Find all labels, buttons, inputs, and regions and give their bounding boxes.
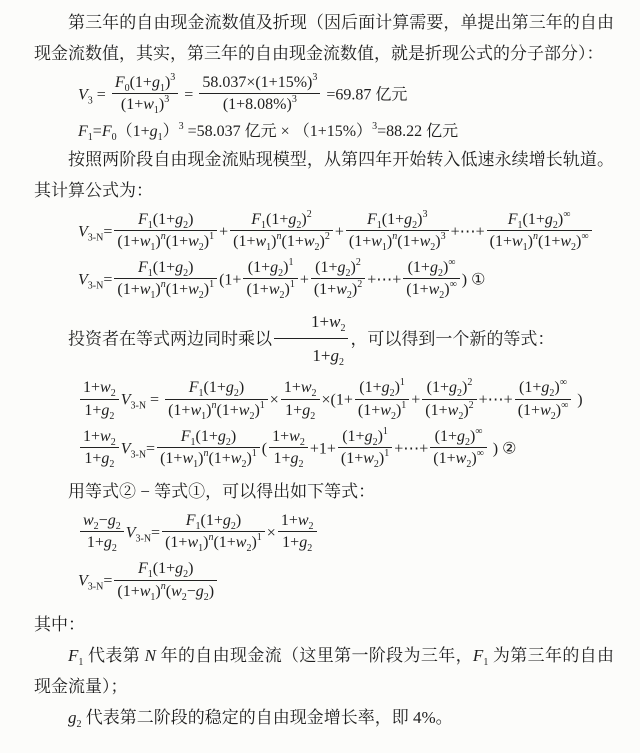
- fraction: $\frac{(1+g_2)^2}{(1+w_2)^2}$: [422, 378, 476, 419]
- fraction: $\frac{1+w_2}{1+g_2}$: [281, 378, 320, 419]
- fraction: $\frac{F_1(1+g_2)}{(1+w_1)^n(1+w_2)^1}$: [114, 210, 217, 251]
- fraction: $\frac{F_0(1+g_1)^3}{(1+w_1)^3}$: [112, 73, 178, 114]
- fraction: $\frac{F_1(1+g_2)}{(1+w_1)^n(1+w_2)^1}$: [162, 511, 265, 552]
- formula-v3-discounted: $V_3$ = $\frac{F_0(1+g_1)^3}{(1+w_1)^3}$ = $\frac{58.037\times(1+15\%)^3}{(1+8.08\%)^3}$ =69.87 亿元: [78, 72, 408, 117]
- fraction: $\frac{1+w_2}{1+g_2}$: [274, 306, 348, 371]
- formula-series-expansion: $V_{3-N}=$ $\frac{F_1(1+g_2)}{(1+w_1)^n(1+w_2)^1}$ + $\frac{F_1(1+g_2)^2}{(1+w_1)^n(1+w_2)^2}$ + $\frac{F_1(1+g_2)^3}{(1+w_1)^n(1+w_2)^3}$ +⋯+ $\frac{F_1(1+g_2)^\infty}{(1+w_1)^n(1+w_2)^\infty}$: [78, 211, 614, 254]
- formula-equation-2: $\frac{1+w_2}{1+g_2}$ $V_{3-N}=$ $\frac{F_1(1+g_2)}{(1+w_1)^n(1+w_2)^1}$ ( $\frac{1+w_2}{1+g_2}$ +1+ $\frac{(1+g_2)^1}{(1+w_2)^1}$ +⋯+ $\frac{(1+g_2)^\infty}{(1+w_2)^\infty}$ ) ②: [78, 428, 614, 471]
- fraction: $\frac{1+w_2}{1+g_2}$: [80, 427, 119, 468]
- paragraph-two-stage-model: 按照两阶段自由现金流贴现模型，从第四年开始转入低速永续增长轨道。其计算公式为：: [34, 149, 614, 200]
- fraction: $\frac{w_2-g_2}{1+g_2}$: [80, 511, 124, 552]
- fraction: $\frac{F_1(1+g_2)}{(1+w_1)^n(1+w_2)^1}$: [157, 427, 260, 468]
- fraction: $\frac{F_1(1+g_2)^\infty}{(1+w_1)^n(1+w_2)^\infty}$: [487, 210, 592, 251]
- fraction: $\frac{58.037\times(1+15\%)^3}{(1+8.08\%)^3}$: [199, 73, 320, 114]
- formula-equation-1: $V_{3-N}=$ $\frac{F_1(1+g_2)}{(1+w_1)^n(1+w_2)^1}$ (1+ $\frac{(1+g_2)^1}{(1+w_2)^1}$ + $\frac{(1+g_2)^2}{(1+w_2)^2}$ +⋯+ $\frac{(1+g_2)^\infty}{(1+w_2)^\infty}$ ) ①: [78, 256, 486, 302]
- fraction: $\frac{(1+g_2)^2}{(1+w_2)^2}$: [311, 258, 365, 299]
- fraction: $\frac{(1+g_2)^1}{(1+w_2)^1}$: [243, 258, 297, 299]
- paragraph-multiply-both-sides: 投资者在等式两边同时乘以 $\frac{1+w_2}{1+g_2}$ ，可以得到一个新的等式：: [34, 307, 614, 374]
- fraction: $\frac{F_1(1+g_2)}{(1+w_1)^n(1+w_2)^1}$: [114, 258, 217, 299]
- formula-difference: $\frac{w_2-g_2}{1+g_2}$ $V_{3-N}=$ $\frac{F_1(1+g_2)}{(1+w_1)^n(1+w_2)^1}$ × $\frac{1+w_2}{1+g_2}$: [78, 512, 614, 555]
- paragraph-subtract-equations: 用等式② − 等式①，可以得出如下等式：: [68, 482, 376, 502]
- note-g2-definition: $g_2$ 代表第二阶段的稳定的自由现金增长率，即 4%。: [68, 707, 453, 730]
- formula-f1-value: $F_1=F_0(1+g_1)^3 =58.037$ 亿元 × $(1+15\%)^3=88.22$ 亿元: [78, 121, 459, 144]
- fraction: $\frac{(1+g_2)^1}{(1+w_2)^1}$: [338, 427, 392, 468]
- fraction: $\frac{(1+g_2)^1}{(1+w_2)^1}$: [355, 378, 409, 419]
- formula-multiplied: $\frac{1+w_2}{1+g_2}$ $V_{3-N}$ = $\frac{F_1(1+g_2)}{(1+w_1)^n(1+w_2)^1}$ × $\frac{1+w_2}{1+g_2}$ ×(1+ $\frac{(1+g_2)^1}{(1+w_2)^1}$ + $\frac{(1+g_2)^2}{(1+w_2)^2}$ +⋯+ $\frac{(1+g_2)^\infty}{(1+w_2)^\infty}$ ): [78, 379, 614, 422]
- fraction: $\frac{F_1(1+g_2)^3}{(1+w_1)^n(1+w_2)^3}$: [346, 210, 449, 251]
- where-label: 其中：: [34, 614, 85, 634]
- fraction: $\frac{1+w_2}{1+g_2}$: [269, 427, 308, 468]
- fraction: $\frac{(1+g_2)^\infty}{(1+w_2)^\infty}$: [430, 427, 487, 468]
- fraction: $\frac{1+w_2}{1+g_2}$: [278, 511, 317, 552]
- fraction: $\frac{F_1(1+g_2)}{(1+w_1)^n(1+w_2)^1}$: [165, 378, 268, 419]
- fraction: $\frac{F_1(1+g_2)}{(1+w_1)^n(w_2-g_2)}$: [114, 559, 217, 600]
- fraction: $\frac{1+w_2}{1+g_2}$: [80, 378, 119, 419]
- paragraph-intro: 第三年的自由现金流数值及折现（因后面计算需要，单提出第三年的自由现金流数值，其实，第三年的自由现金流数值，就是折现公式的分子部分）：: [34, 13, 614, 63]
- fraction: $\frac{F_1(1+g_2)^2}{(1+w_1)^n(1+w_2)^2}$: [230, 210, 333, 251]
- note-f1-definition: $F_1$ 代表第 N 年的自由现金流（这里第一阶段为三年，$F_1$ 为第三年的自由现金流量）；: [34, 645, 615, 696]
- fraction: $\frac{(1+g_2)^\infty}{(1+w_2)^\infty}$: [403, 258, 460, 299]
- fraction: $\frac{(1+g_2)^\infty}{(1+w_2)^\infty}$: [515, 378, 572, 419]
- formula-final-value: $V_{3-N}=$ $\frac{F_1(1+g_2)}{(1+w_1)^n(w_2-g_2)}$: [78, 560, 614, 603]
